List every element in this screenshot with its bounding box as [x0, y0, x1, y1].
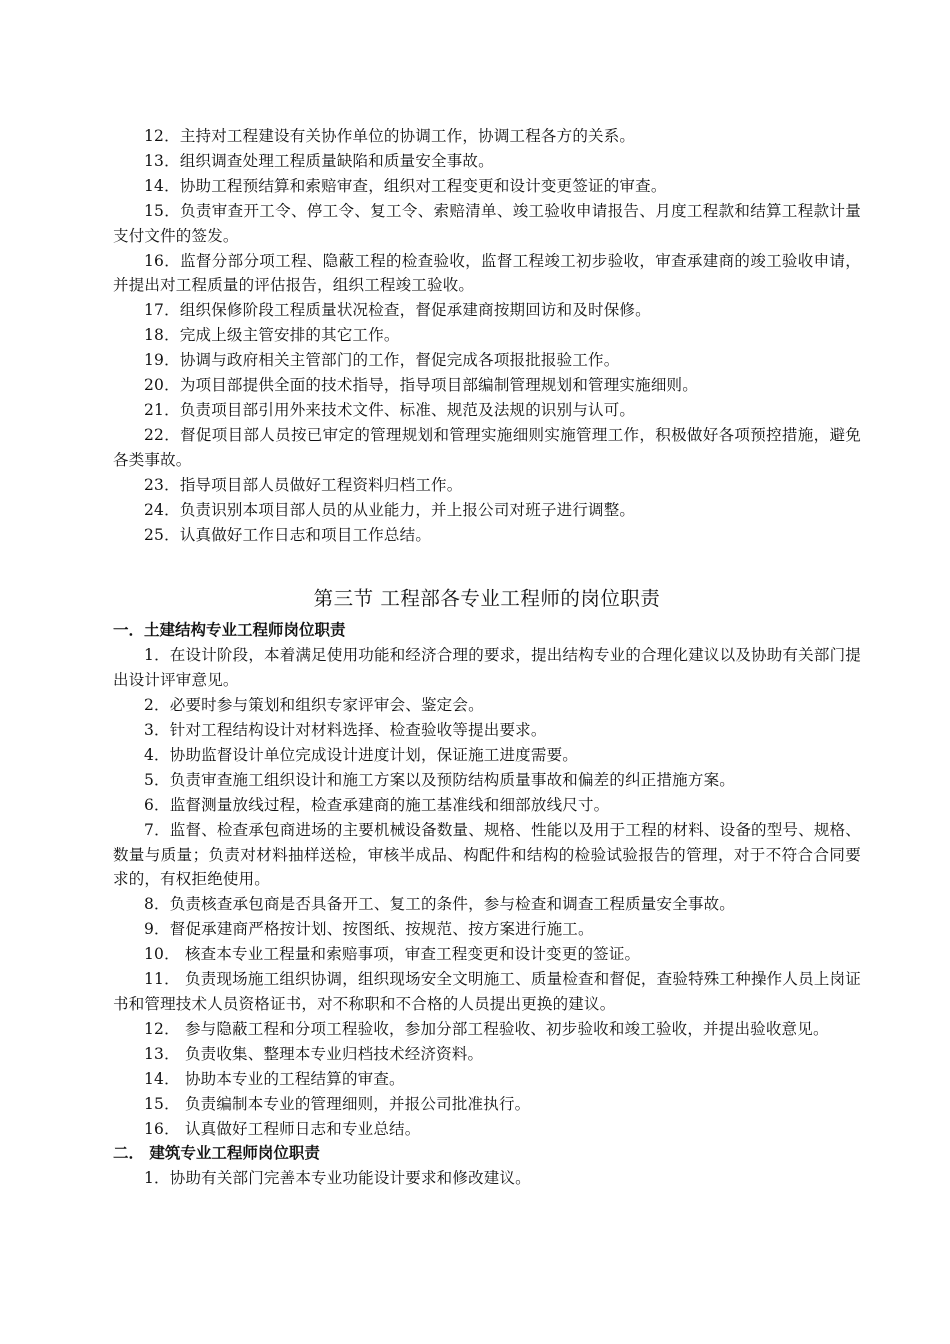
list-item: 13．组织调查处理工程质量缺陷和质量安全事故。	[144, 151, 494, 170]
list-item: 25．认真做好工作日志和项目工作总结。	[144, 525, 432, 544]
list-item: 1．协助有关部门完善本专业功能设计要求和修改建议。	[144, 1169, 531, 1188]
list-item: 2．必要时参与策划和组织专家评审会、鉴定会。	[144, 696, 484, 715]
list-item: 13． 负责收集、整理本专业归档技术经济资料。	[144, 1044, 484, 1063]
list-item: 8．负责核查承包商是否具备开工、复工的条件，参与检查和调查工程质量安全事故。	[144, 895, 735, 914]
list-item: 11． 负责现场施工组织协调，组织现场安全文明施工、质量检查和督促，查验特殊工种操作人员上岗证书和管理技术人员资格证书，对不称职和不合格的人员提出更换的建议。	[113, 970, 861, 1013]
section-title: 第三节 工程部各专业工程师的岗位职责	[313, 587, 661, 611]
list-item: 18．完成上级主管安排的其它工作。	[144, 326, 400, 345]
list-item: 14．协助工程预结算和索赔审查，组织对工程变更和设计变更签证的审查。	[144, 176, 667, 195]
intro-list	[113, 124, 861, 547]
document-page	[113, 124, 861, 1191]
list-item: 24．负责识别本项目部人员的从业能力，并上报公司对班子进行调整。	[144, 500, 636, 519]
subsection-heading: 二． 建筑专业工程师岗位职责	[113, 1144, 320, 1163]
list-item: 19．协调与政府相关主管部门的工作，督促完成各项报批报验工作。	[144, 351, 620, 370]
list-item: 15． 负责编制本专业的管理细则，并报公司批准执行。	[144, 1094, 531, 1113]
list-item: 3．针对工程结构设计对材料选择、检查验收等提出要求。	[144, 721, 547, 740]
spacer	[113, 547, 861, 584]
list-item: 6．监督测量放线过程，检查承建商的施工基准线和细部放线尺寸。	[144, 795, 610, 814]
list-item: 16．监督分部分项工程、隐蔽工程的检查验收，监督工程竣工初步验收，审查承建商的竣工验收申请，并提出对工程质量的评估报告，组织工程竣工验收。	[113, 251, 861, 295]
list-item: 22．督促项目部人员按已审定的管理规划和管理实施细则实施管理工作，积极做好各项预控措施，避免各类事故。	[113, 425, 861, 469]
list-item: 12． 参与隐蔽工程和分项工程验收，参加分部工程验收、初步验收和竣工验收，并提出验收意见。	[144, 1019, 829, 1038]
list-item: 17．组织保修阶段工程质量状况检查，督促承建商按期回访和及时保修。	[144, 301, 651, 320]
subsection-structural	[113, 618, 861, 1141]
list-item: 14． 协助本专业的工程结算的审查。	[144, 1069, 405, 1088]
list-item: 10． 核查本专业工程量和索赔事项，审查工程变更和设计变更的签证。	[144, 945, 641, 964]
list-item: 9．督促承建商严格按计划、按图纸、按规范、按方案进行施工。	[144, 920, 594, 939]
list-item: 21．负责项目部引用外来技术文件、标准、规范及法规的识别与认可。	[144, 400, 636, 419]
list-item: 15．负责审查开工令、停工令、复工令、索赔清单、竣工验收申请报告、月度工程款和结算工程款计量支付文件的签发。	[113, 201, 861, 245]
list-item: 5．负责审查施工组织设计和施工方案以及预防结构质量事故和偏差的纠正措施方案。	[144, 770, 735, 789]
list-item: 1．在设计阶段，本着满足使用功能和经济合理的要求，提出结构专业的合理化建议以及协助有关部门提出设计评审意见。	[113, 646, 861, 690]
subsection-architecture	[113, 1141, 861, 1191]
list-item: 16． 认真做好工程师日志和专业总结。	[144, 1119, 421, 1138]
list-item: 12．主持对工程建设有关协作单位的协调工作，协调工程各方的关系。	[144, 127, 636, 145]
list-item: 20．为项目部提供全面的技术指导，指导项目部编制管理规划和管理实施细则。	[144, 376, 698, 395]
list-item: 4．协助监督设计单位完成设计进度计划，保证施工进度需要。	[144, 745, 578, 764]
list-item: 7．监督、检查承包商进场的主要机械设备数量、规格、性能以及用于工程的材料、设备的型号、规格、数量与质量；负责对材料抽样送检，审核半成品、构配件和结构的检验试验报告的管理，对于不符合合同要求的，有权拒绝使用。	[113, 820, 861, 889]
list-item: 23．指导项目部人员做好工程资料归档工作。	[144, 475, 463, 494]
subsection-heading: 一．土建结构专业工程师岗位职责	[113, 621, 346, 640]
